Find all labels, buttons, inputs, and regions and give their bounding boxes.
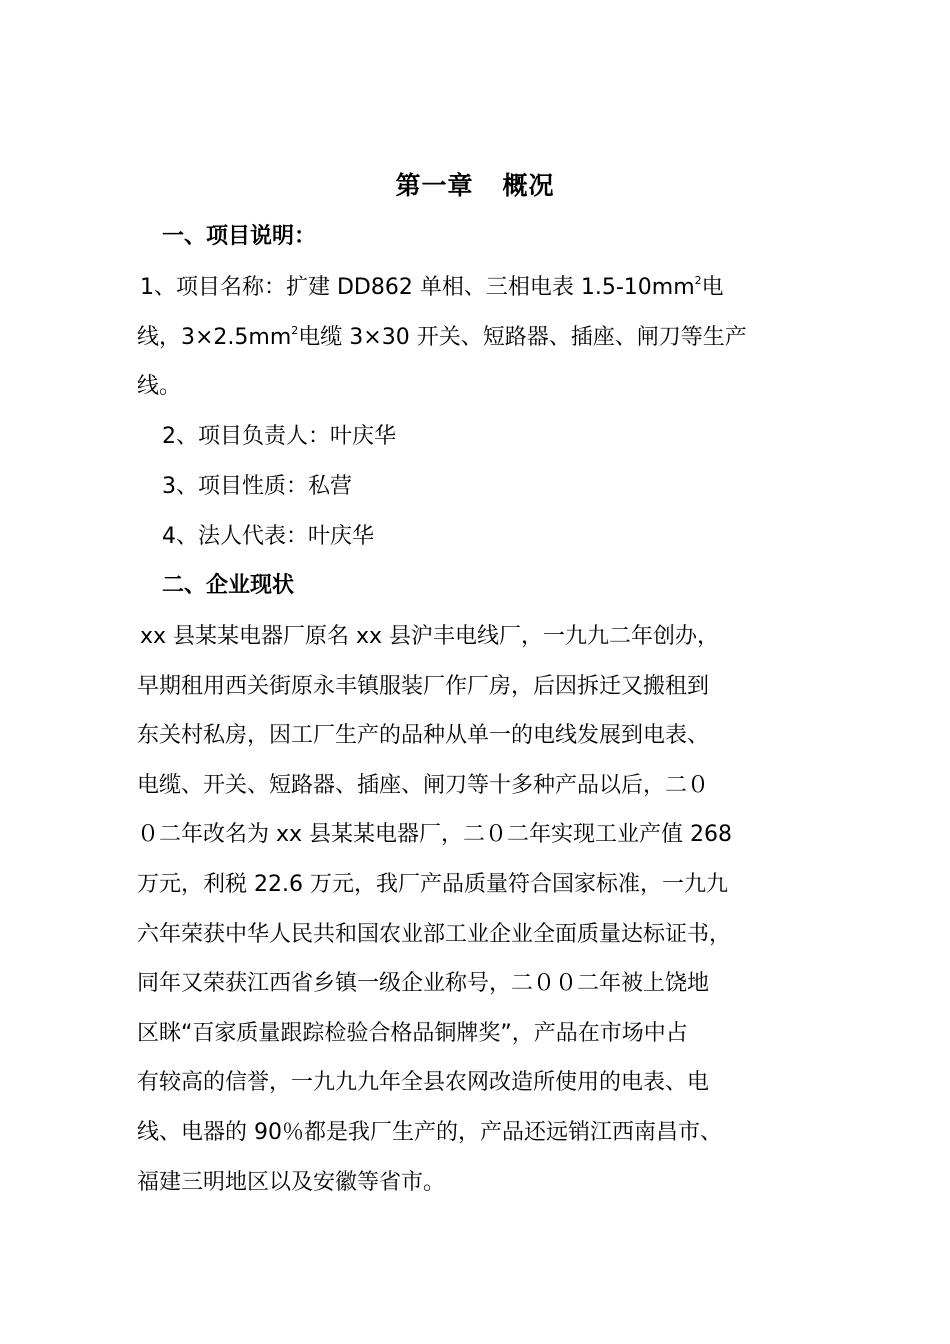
project-name-line-2 xyxy=(137,318,747,358)
paragraph-line: 同年又荣获江西省乡镇一级企业称号，二００二年被上饶地 xyxy=(137,971,710,996)
project-name-line-1 xyxy=(140,268,724,308)
paragraph-line: xx 县某某电器厂原名 xx 县沪丰电线厂，一九九二年创办， xyxy=(140,624,720,649)
project-nature-line: 3、项目性质：私营 xyxy=(162,474,352,499)
section-heading-project-description: 一、项目说明： xyxy=(162,224,317,249)
chapter-title: 第一章 概况 xyxy=(395,171,555,200)
paragraph-line: ０二年改名为 xx 县某某电器厂，二０二年实现工业产值 268 xyxy=(137,822,733,847)
project-name-text-b: 电 xyxy=(701,275,724,300)
project-name-text-a: 1、项目名称：扩建 DD862 单相、三相电表 1.5-10mm xyxy=(140,275,695,300)
paragraph-line: 六年荣获中华人民共和国农业部工业企业全面质量达标证书， xyxy=(137,922,732,947)
paragraph-line: 福建三明地区以及安徽等省市。 xyxy=(137,1170,446,1195)
paragraph-line: 区眯“百家质量跟踪检验合格品铜牌奖”，产品在市场中占 xyxy=(137,1021,688,1046)
project-name-text-d: 电缆 3×30 开关、短路器、插座、闸刀等生产 xyxy=(298,325,747,350)
paragraph-line: 有较高的信誉，一九九九年全县农网改造所使用的电表、电 xyxy=(137,1070,710,1095)
paragraph-line: 早期租用西关街原永丰镇服装厂作厂房，后因拆迁又搬租到 xyxy=(137,674,710,699)
paragraph-line: 东关村私房，因工厂生产的品种从单一的电线发展到电表、 xyxy=(137,723,710,748)
paragraph-line: 电缆、开关、短路器、插座、闸刀等十多种产品以后，二０ xyxy=(137,773,710,798)
project-name-line-3: 线。 xyxy=(137,374,182,399)
legal-representative-line: 4、法人代表：叶庆华 xyxy=(162,524,374,549)
paragraph-line: 线、电器的 90％都是我厂生产的，产品还远销江西南昌市、 xyxy=(137,1120,722,1145)
project-leader-line: 2、项目负责人：叶庆华 xyxy=(162,424,396,449)
project-name-text-c: 线，3×2.5mm xyxy=(137,325,292,350)
superscript-2: 2 xyxy=(291,324,299,337)
section-heading-enterprise-status: 二、企业现状 xyxy=(162,573,295,598)
superscript-2: 2 xyxy=(694,274,702,287)
paragraph-line: 万元，利税 22.6 万元，我厂产品质量符合国家标准，一九九 xyxy=(137,872,728,897)
